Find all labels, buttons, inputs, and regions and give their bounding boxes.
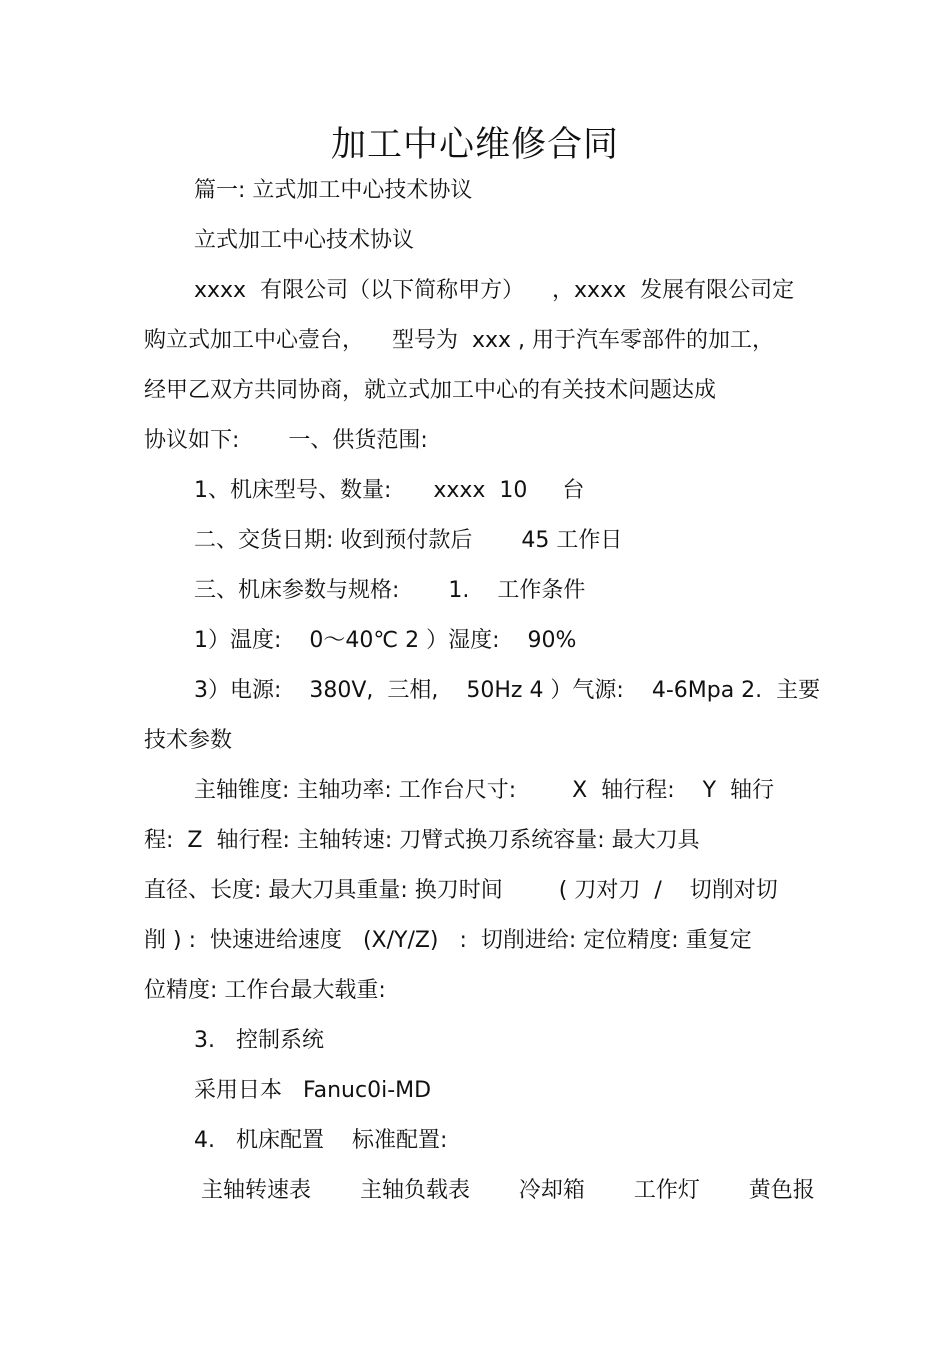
- text-line: 三、机床参数与规格: 1. 工作条件: [194, 578, 586, 603]
- text-line: 直径、长度: 最大刀具重量: 换刀时间 ( 刀对刀 / 切削对切: [144, 878, 778, 903]
- text-line: 程: Z 轴行程: 主轴转速: 刀臂式换刀系统容量: 最大刀具: [144, 828, 700, 853]
- text-line: 位精度: 工作台最大载重:: [144, 978, 386, 1003]
- text-line: 立式加工中心技术协议: [194, 228, 415, 253]
- text-line: 主轴转速表 主轴负载表 冷却箱 工作灯 黄色报: [194, 1178, 815, 1203]
- text-line: 技术参数: [144, 728, 233, 753]
- text-line: 1、机床型号、数量: xxxx 10 台: [194, 478, 585, 503]
- text-line: 4. 机床配置 标准配置:: [194, 1128, 448, 1153]
- text-line: 3. 控制系统: [194, 1028, 324, 1053]
- document-title: 加工中心维修合同: [330, 125, 619, 165]
- text-line: 主轴锥度: 主轴功率: 工作台尺寸: X 轴行程: Y 轴行: [194, 778, 775, 803]
- text-line: 削 ) : 快速进给速度 (X/Y/Z) : 切削进给: 定位精度: 重复定: [144, 928, 752, 953]
- text-line: 篇一: 立式加工中心技术协议: [194, 178, 473, 203]
- text-line: 采用日本 Fanuc0i-MD: [194, 1078, 432, 1103]
- text-line: 协议如下: 一、供货范围:: [144, 428, 428, 453]
- text-line: 购立式加工中心壹台， 型号为 xxx , 用于汽车零部件的加工，: [144, 328, 774, 353]
- text-line: 经甲乙双方共同协商，就立式加工中心的有关技术问题达成: [144, 378, 717, 403]
- text-line: 3）电源: 380V, 三相, 50Hz 4 ）气源: 4-6Mpa 2. 主要: [194, 678, 821, 703]
- text-line: 1）温度: 0～40℃ 2 ）湿度: 90%: [194, 628, 577, 653]
- text-line: xxxx 有限公司（以下简称甲方） ，xxxx 发展有限公司定: [194, 278, 795, 303]
- text-line: 二、交货日期: 收到预付款后 45 工作日: [194, 528, 623, 553]
